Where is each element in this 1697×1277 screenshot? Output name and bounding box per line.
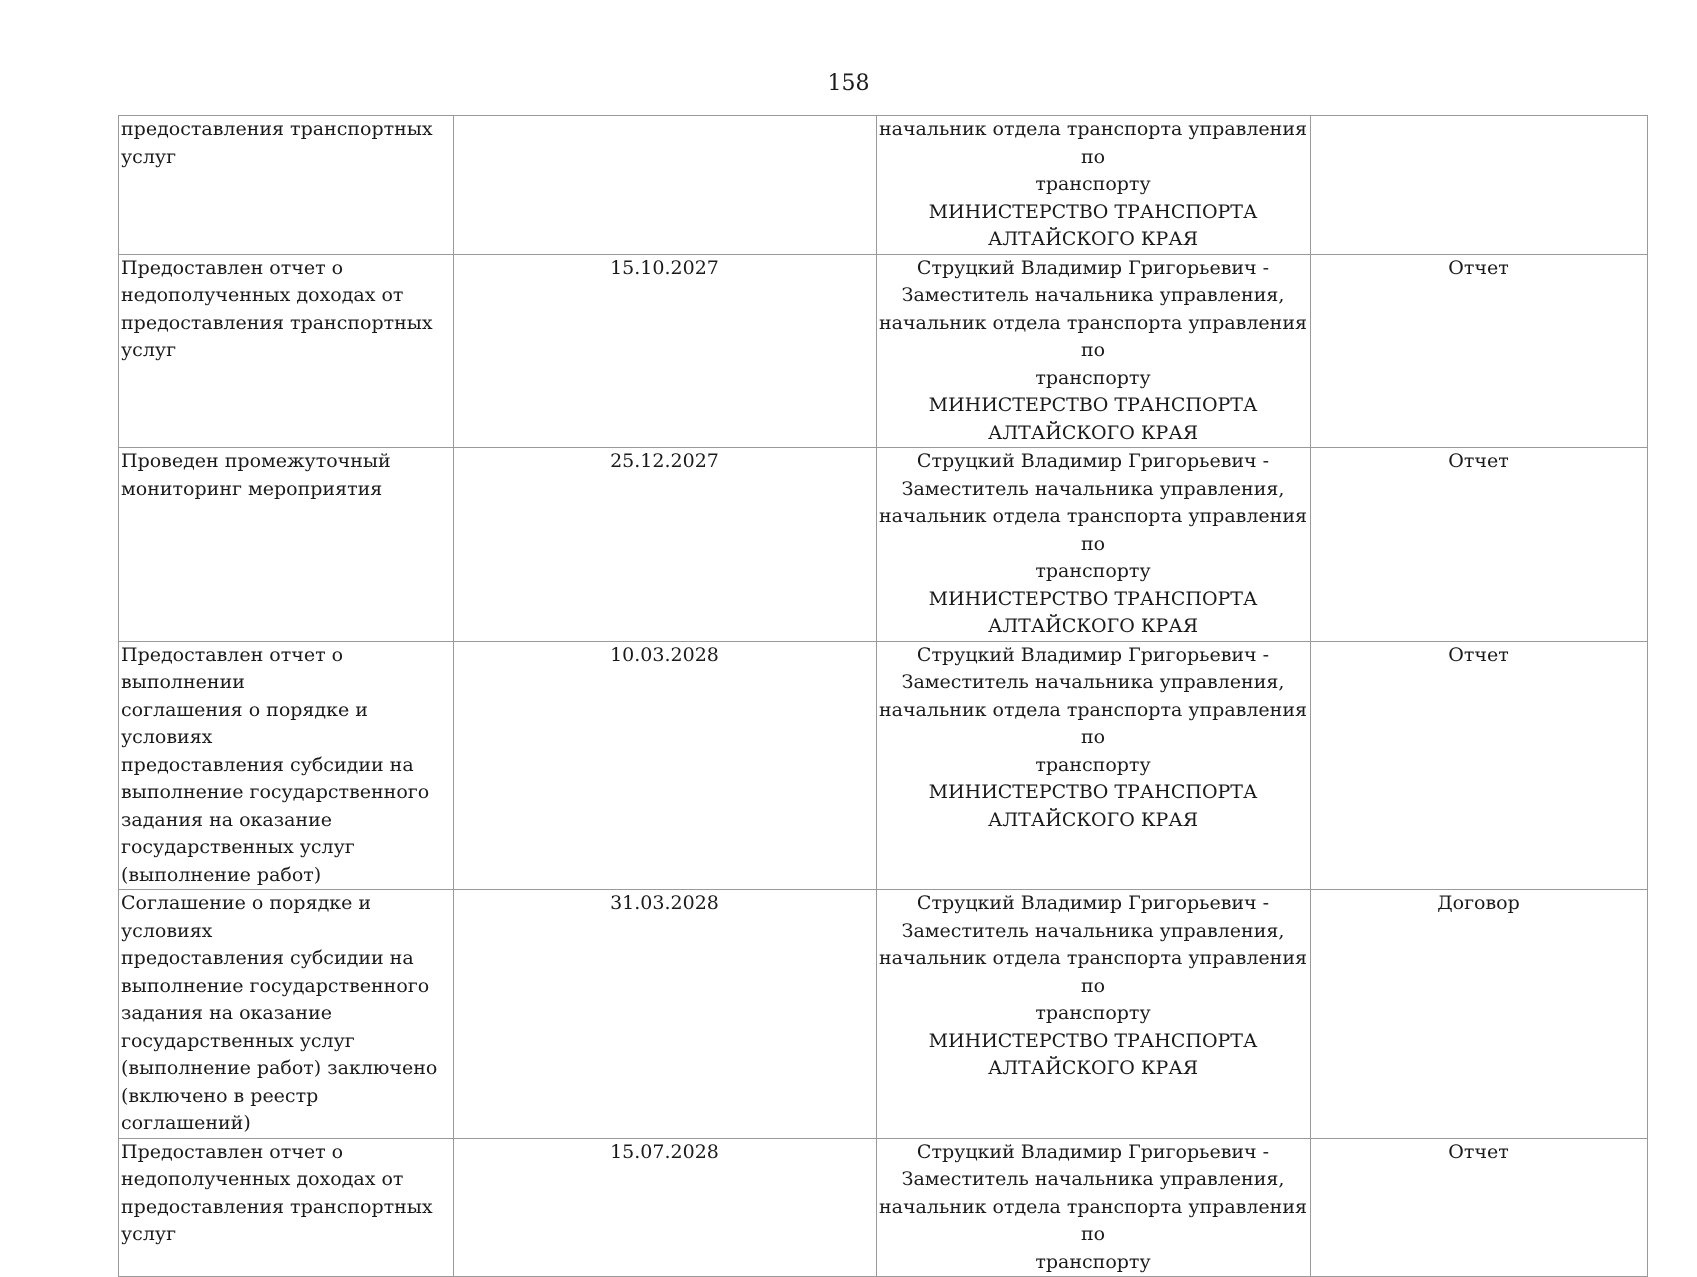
responsible-cell [877, 254, 1311, 448]
responsible-cell [877, 116, 1311, 255]
responsible-line: начальник отдела транспорта управления по [879, 1195, 1307, 1245]
date-cell: 10.03.2028 [454, 641, 877, 890]
description-line: Проведен промежуточный [121, 450, 391, 472]
responsible-line: АЛТАЙСКОГО КРАЯ [987, 615, 1199, 637]
description-line: задания на оказание [121, 808, 333, 831]
date-cell [454, 116, 877, 255]
date-cell: 15.07.2028 [454, 1138, 877, 1277]
responsible-line: начальник отдела транспорта управления по [879, 505, 1307, 555]
description-line: выполнение государственного [121, 781, 430, 803]
event-description-cell [119, 448, 454, 642]
responsible-line: МИНИСТЕРСТВО ТРАНСПОРТА [928, 781, 1258, 803]
responsible-line: начальник отдела транспорта управления по [879, 947, 1307, 997]
responsible-line: АЛТАЙСКОГО КРАЯ [987, 808, 1199, 831]
table-row [119, 1138, 1648, 1277]
table-row [119, 254, 1648, 448]
description-line: предоставления транспортных [121, 1195, 433, 1218]
responsible-line: АЛТАЙСКОГО КРАЯ [987, 421, 1199, 444]
description-line: предоставления субсидии на [121, 753, 414, 776]
responsible-cell [877, 641, 1311, 890]
responsible-line: Струцкий Владимир Григорьевич - [916, 643, 1270, 666]
description-line: мониторинг мероприятия [121, 477, 383, 500]
description-line: услуг [121, 145, 177, 168]
responsible-line: транспорту [1035, 560, 1151, 582]
responsible-line: транспорту [1035, 366, 1151, 389]
responsible-line: транспорту [1035, 1250, 1151, 1273]
responsible-line: Струцкий Владимир Григорьевич - [916, 1140, 1270, 1163]
control-points-table [118, 115, 1648, 1277]
responsible-line: МИНИСТЕРСТВО ТРАНСПОРТА [928, 1029, 1258, 1052]
responsible-cell [877, 890, 1311, 1139]
description-line: недополученных доходах от [121, 284, 404, 306]
responsible-line: Заместитель начальника управления, [901, 919, 1285, 942]
description-line: Соглашение о порядке и условиях [121, 892, 372, 942]
responsible-line: Заместитель начальника управления, [901, 671, 1285, 693]
description-line: государственных услуг [121, 1029, 355, 1052]
table-body [119, 116, 1648, 1277]
responsible-line: Струцкий Владимир Григорьевич - [916, 450, 1270, 472]
responsible-line: МИНИСТЕРСТВО ТРАНСПОРТА [928, 587, 1258, 610]
event-description-cell [119, 1138, 454, 1277]
document-type-cell: Отчет [1311, 641, 1648, 890]
responsible-line: транспорту [1035, 1002, 1151, 1024]
document-type-cell [1311, 116, 1648, 255]
responsible-line: Заместитель начальника управления, [901, 284, 1285, 306]
description-line: предоставления транспортных [121, 311, 433, 334]
date-cell: 31.03.2028 [454, 890, 877, 1139]
table-row [119, 116, 1648, 255]
document-type-cell: Договор [1311, 890, 1648, 1139]
responsible-line: транспорту [1035, 753, 1151, 776]
description-line: предоставления субсидии на [121, 947, 414, 969]
responsible-cell [877, 1138, 1311, 1277]
description-line: (выполнение работ) заключено [121, 1057, 438, 1079]
description-line: услуг [121, 339, 177, 361]
description-line: государственных услуг [121, 836, 355, 858]
description-line: услуг [121, 1223, 177, 1245]
responsible-cell [877, 448, 1311, 642]
description-line: предоставления транспортных [121, 118, 433, 140]
responsible-line: начальник отдела транспорта управления по [879, 118, 1307, 168]
responsible-line: Заместитель начальника управления, [901, 477, 1285, 500]
date-cell: 25.12.2027 [454, 448, 877, 642]
description-line: выполнение государственного [121, 974, 430, 997]
table-row [119, 448, 1648, 642]
responsible-line: Заместитель начальника управления, [901, 1168, 1285, 1190]
description-line: (выполнение работ) [121, 863, 322, 886]
event-description-cell [119, 116, 454, 255]
document-type-cell: Отчет [1311, 254, 1648, 448]
responsible-line: начальник отдела транспорта управления по [879, 311, 1307, 361]
page-number: 158 [827, 71, 870, 96]
document-type-cell: Отчет [1311, 1138, 1648, 1277]
description-line: Предоставлен отчет о выполнении [121, 643, 344, 693]
description-line: задания на оказание [121, 1002, 333, 1024]
description-line: Предоставлен отчет о [121, 1140, 344, 1163]
table-row [119, 890, 1648, 1139]
event-description-cell [119, 890, 454, 1139]
description-line: недополученных доходах от [121, 1168, 404, 1190]
responsible-line: МИНИСТЕРСТВО ТРАНСПОРТА [928, 394, 1258, 416]
description-line: Предоставлен отчет о [121, 256, 344, 279]
table-row [119, 641, 1648, 890]
document-type-cell: Отчет [1311, 448, 1648, 642]
date-cell: 15.10.2027 [454, 254, 877, 448]
responsible-line: Струцкий Владимир Григорьевич - [916, 256, 1270, 279]
responsible-line: начальник отдела транспорта управления по [879, 698, 1307, 748]
responsible-line: транспорту [1035, 173, 1151, 195]
description-line: соглашения о порядке и условиях [121, 698, 368, 748]
responsible-line: АЛТАЙСКОГО КРАЯ [987, 1057, 1199, 1079]
responsible-line: МИНИСТЕРСТВО ТРАНСПОРТА [928, 200, 1258, 223]
event-description-cell [119, 641, 454, 890]
responsible-line: Струцкий Владимир Григорьевич - [916, 892, 1270, 914]
event-description-cell [119, 254, 454, 448]
description-line: (включено в реестр соглашений) [121, 1084, 319, 1134]
responsible-line: АЛТАЙСКОГО КРАЯ [987, 228, 1199, 250]
